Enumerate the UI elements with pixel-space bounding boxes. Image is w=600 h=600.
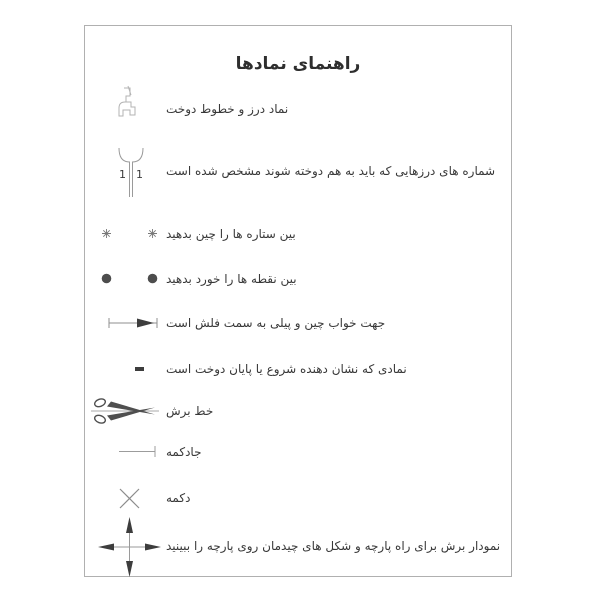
legend-label-gather-stars: بین ستاره ها را چین بدهید (166, 227, 296, 241)
presser-foot-icon (115, 85, 139, 121)
legend-label-ease-dots: بین نقطه ها را خورد بدهید (166, 272, 297, 286)
buttonhole-icon (118, 445, 158, 458)
legend-label-pleat-direction: جهت خواب چین و پیلی به سمت فلش است (166, 316, 386, 330)
legend-label-buttonhole: جادکمه (166, 445, 202, 459)
seam-number-left: 1 (119, 168, 126, 181)
symbol-legend-page (84, 25, 512, 577)
start-end-bar-icon (135, 367, 144, 371)
page-title: راهنمای نمادها (235, 54, 361, 74)
legend-label-cut-line: خط برش (166, 404, 214, 418)
legend-label-start-end: نمادی که نشان دهنده شروع یا پایان دوخت است (166, 362, 407, 376)
button-x-icon (118, 487, 141, 510)
dot-marks-icon (101, 273, 159, 284)
legend-label-seam-numbers: شماره های درزهایی که باید به هم دوخته شوند مشخص شده است (166, 164, 496, 178)
legend-label-seam-lines: نماد درز و خطوط دوخت (166, 102, 289, 116)
seam-number-right: 1 (136, 168, 143, 181)
seam-number-fork-icon (112, 146, 150, 200)
legend-label-layout-diagram: نمودار برش برای راه پارچه و شکل های چیدمان روی پارچه را ببینید (166, 539, 501, 553)
grain-arrow-icon (107, 315, 159, 331)
star-marks-icon (101, 228, 159, 239)
legend-label-button: دکمه (166, 491, 191, 505)
layout-cross-icon (97, 516, 163, 578)
scissors-icon (91, 398, 161, 424)
